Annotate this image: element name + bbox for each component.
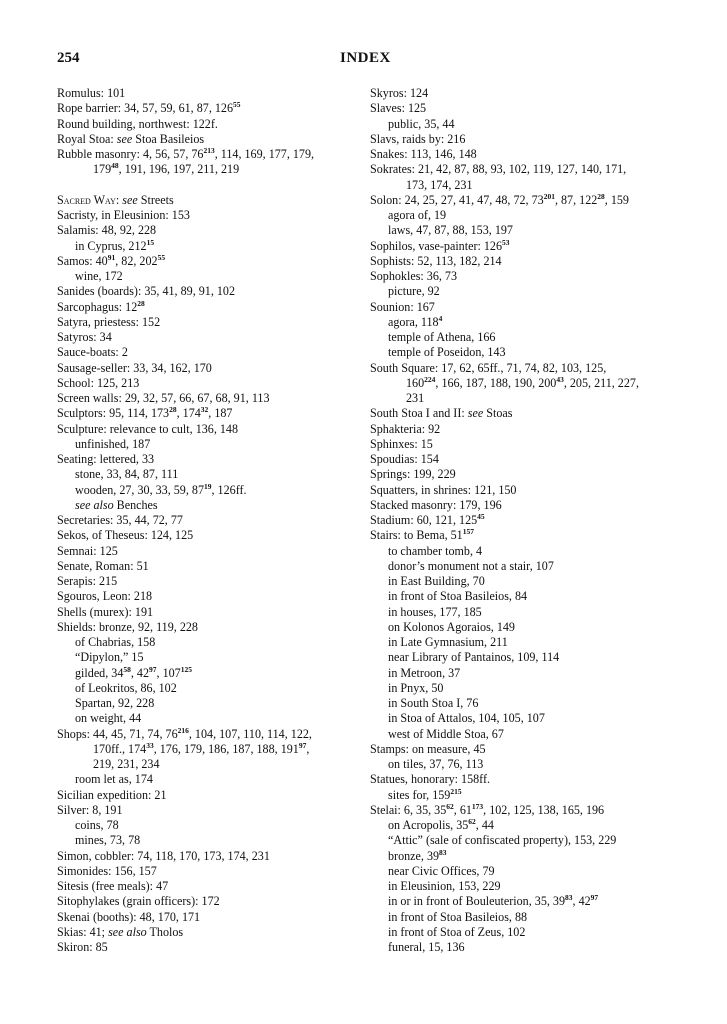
index-entry: Squatters, in shrines: 121, 150 [370,482,517,497]
index-entry: Senate, Roman: 51 [57,558,149,573]
index-entry: near Civic Offices, 79 [388,863,495,878]
index-entry: Sculptors: 95, 114, $173^{28}$, $174^{32}$, 187 [57,405,233,421]
index-entry: on Acropolis, $35^{62}$, 44 [388,817,494,832]
index-entry: near Library of Pantainos, 109, 114 [388,650,560,665]
index-entry: Slavs, raids by: 216 [370,131,466,146]
index-entry: Spartan, 92, 228 [75,696,155,710]
index-entry: Sitesis (free meals): 47 [57,879,169,893]
index-entry: of Leokritos, 86, 102 [75,680,177,695]
index-entry: Sphinxes: 15 [370,436,433,451]
index-entry: Stamps: on measure, 45 [370,741,486,756]
index-entry: agora of, 19 [388,208,447,222]
index-entry: see also Benches [75,497,158,512]
index-entry: Stadium: 60, 121, $125^{45}$ [370,512,485,527]
page-title: INDEX [340,50,391,66]
index-entry: Spoudias: 154 [370,452,439,466]
index-entry: School: 125, 213 [57,375,140,390]
index-entry: Rubble masonry: 4, 56, 57, $76^{213}$, 114, 169, 177, 179, [57,146,315,161]
index-entry: Statues, honorary: 158ff. [370,772,491,787]
index-entry: in front of Stoa Basileios, 84 [388,589,528,604]
index-entry: laws, 47, 87, 88, 153, 197 [388,223,513,238]
index-entry: Stairs: to Bema, $51^{157}$ [370,527,474,543]
index-entry: Satyros: 34 [57,330,112,344]
index-entry: Sphakteria: 92 [370,421,441,436]
index-entry: on weight, 44 [75,711,142,726]
index-entry: in front of Stoa Basileios, 88 [388,909,528,924]
index-entry: Semnai: 125 [57,543,118,558]
index-entry: Snakes: 113, 146, 148 [370,147,477,161]
index-entry: South Square: 17, 62, 65ff., 71, 74, 82, 103, 125, [370,360,607,375]
index-entry: in Late Gymnasium, 211 [388,635,508,649]
index-entry: Rope barrier: 34, 57, 59, 61, 87, $126^{55}$ [57,100,241,116]
index-entry: picture, 92 [388,284,440,299]
index-entry: Simonides: 156, 157 [57,863,157,878]
index-entry: $160^{224}$, 166, 187, 188, 190, $200^{43}$, 205, 211, 227, [406,374,639,390]
index-entry: Shops: 44, 45, 71, 74, $76^{216}$, 104, 107, 110, 114, 122, [57,725,312,741]
index-entry: funeral, 15, 136 [388,940,465,954]
index-entry: Stelai: 6, 35, $35^{62}$, $61^{173}$, 102, 125, 138, 165, 196 [370,801,605,817]
index-entry: in South Stoa I, 76 [388,696,479,710]
index-entry: Sacristy, in Eleusinion: 153 [57,208,190,222]
index-entry: “Attic” (sale of confiscated property), 153, 229 [388,833,617,848]
index-entry: in Stoa of Attalos, 104, 105, 107 [388,711,545,726]
index-entry: Sophokles: 36, 73 [370,269,458,283]
index-column-right [370,86,690,955]
index-entry: wine, 172 [75,269,123,283]
index-entry: agora, $118^4$ [388,313,443,329]
index-entry: in Cyprus, $212^{15}$ [75,237,155,253]
index-entry: on Kolonos Agoraios, 149 [388,619,515,634]
index-entry: to chamber tomb, 4 [388,543,483,558]
index-entry: “Dipylon,” 15 [75,650,144,665]
index-entry: in front of Stoa of Zeus, 102 [388,924,526,939]
index-entry: in Eleusinion, 153, 229 [388,879,501,893]
index-entry: room let as, 174 [75,772,153,787]
index-entry: Royal Stoa: see Stoa Basileios [57,131,205,146]
index-entry: Sophilos, vase-painter: $126^{53}$ [370,237,510,253]
index-column-left [57,86,357,955]
index-entry: unfinished, 187 [75,436,151,451]
index-entry: Seating: lettered, 33 [57,452,155,466]
index-entry: temple of Athena, 166 [388,330,496,344]
index-entry: Sgouros, Leon: 218 [57,589,153,604]
index-entry: in East Building, 70 [388,574,485,588]
index-entry: Sitophylakes (grain officers): 172 [57,894,220,909]
index-entry: west of Middle Stoa, 67 [388,726,504,741]
index-entry: Sculpture: relevance to cult, 136, 148 [57,421,239,436]
index-entry: in Metroon, 37 [388,665,461,680]
index-entry: bronze, $39^{83}$ [388,847,447,863]
index-entry: in Pnyx, 50 [388,680,444,695]
index-entry: 173, 174, 231 [406,177,473,192]
index-entry: donor’s monument not a stair, 107 [388,558,554,573]
index-entry: Shells (murex): 191 [57,604,154,619]
index-entry: South Stoa I and II: see Stoas [370,406,513,421]
index-entry: on tiles, 37, 76, 113 [388,757,484,771]
index-entry: Romulus: 101 [57,86,126,100]
index-entry: mines, 73, 78 [75,833,141,848]
spacer [57,178,357,193]
index-entry: 231 [406,391,425,405]
index-entry: Springs: 199, 229 [370,467,456,482]
index-entry: Serapis: 215 [57,574,118,588]
index-entry: Sokrates: 21, 42, 87, 88, 93, 102, 119, 127, 140, 171, [370,162,627,177]
index-entry: of Chabrias, 158 [75,635,156,649]
index-entry: Sauce-boats: 2 [57,345,128,360]
index-entry: Solon: 24, 25, 27, 41, 47, 48, 72, $73^{201}$, 87, $122^{28}$, 159 [370,191,629,207]
index-entry: Screen walls: 29, 32, 57, 66, 67, 68, 91, 113 [57,391,270,405]
index-entry: Round building, northwest: 122f. [57,116,218,131]
index-entry: Satyra, priestess: 152 [57,314,161,329]
index-entry: public, 35, 44 [388,116,455,131]
index-entry: sites for, $159^{215}$ [388,786,462,802]
index-entry: 170ff., $174^{33}$, 176, 179, 186, 187, 188, $191^{97}$, [93,740,310,756]
index-entry: Skyros: 124 [370,86,429,100]
index-entry: Sekos, of Theseus: 124, 125 [57,528,194,543]
index-entry: Sounion: 167 [370,299,435,314]
index-entry: 219, 231, 234 [93,757,160,771]
index-entry: Simon, cobbler: 74, 118, 170, 173, 174, 231 [57,848,270,863]
index-entry: stone, 33, 84, 87, 111 [75,467,179,482]
index-entry: Samos: $40^{91}$, 82, $202^{55}$ [57,252,166,268]
index-entry: in houses, 177, 185 [388,604,482,619]
index-entry: Stacked masonry: 179, 196 [370,497,502,512]
index-entry: Skiron: 85 [57,940,108,954]
index-entry: temple of Poseidon, 143 [388,345,506,360]
page-number: 254 [57,50,80,66]
index-entry: Skias: 41; see also Tholos [57,924,184,939]
index-entry: $179^{48}$, 191, 196, 197, 211, 219 [93,161,240,177]
index-entry: Sausage-seller: 33, 34, 162, 170 [57,360,212,375]
index-entry: Secretaries: 35, 44, 72, 77 [57,513,183,527]
index-entry: Sarcophagus: $12^{28}$ [57,298,145,314]
index-entry: Salamis: 48, 92, 228 [57,223,157,238]
index-entry: coins, 78 [75,818,119,832]
index-entry: Sicilian expedition: 21 [57,787,167,802]
index-entry: Slaves: 125 [370,101,427,116]
index-entry: Sacred Way: see Streets [57,192,174,207]
index-entry: Sanides (boards): 35, 41, 89, 91, 102 [57,284,236,299]
index-entry: Shields: bronze, 92, 119, 228 [57,619,198,634]
index-entry: Skenai (booths): 48, 170, 171 [57,909,201,924]
index-entry: in or in front of Bouleuterion, 35, $39^{83}$, $42^{97}$ [388,893,599,909]
index-entry: Silver: 8, 191 [57,802,123,817]
index-entry: Sophists: 52, 113, 182, 214 [370,253,502,268]
index-entry: gilded, $34^{58}$, $42^{97}$, $107^{125}$ [75,664,192,680]
index-entry: wooden, 27, 30, 33, 59, $87^{19}$, 126ff. [75,481,247,497]
